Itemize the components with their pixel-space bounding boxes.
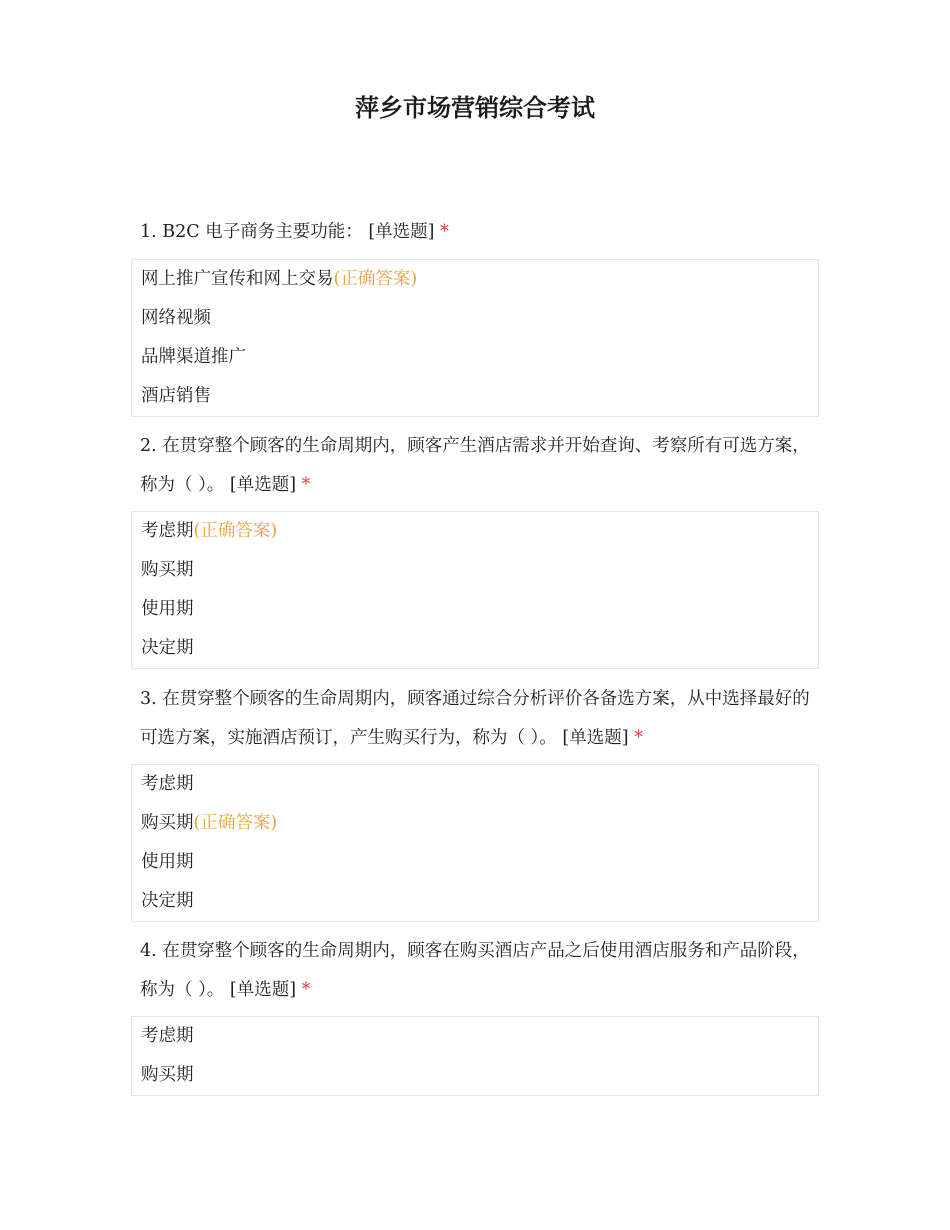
option-label: 决定期 [141,891,194,911]
options-list [131,259,819,417]
option-item [132,590,818,629]
option-label: 品牌渠道推广 [141,346,246,367]
question-1 [131,213,819,417]
question-type: [单选题] [562,727,629,748]
question-number: 1. [140,222,157,242]
question-4 [131,932,819,1096]
option-item [132,629,818,668]
required-star: * [301,979,311,1000]
required-star: * [440,222,449,242]
option-item [132,551,818,590]
option-item [132,512,818,551]
option-item [132,804,818,843]
option-item [132,260,818,299]
option-label: 购买期 [141,813,194,833]
option-item [132,338,818,377]
correct-answer-tag: (正确答案) [193,813,278,833]
option-item [132,765,818,804]
option-item [132,377,818,416]
option-label: 网上推广宣传和网上交易 [141,268,334,289]
question-stem: B2C 电子商务主要功能： [162,222,363,242]
question-text [131,932,819,1009]
question-2 [131,427,819,669]
options-list [131,764,819,922]
question-number: 3. [140,689,157,709]
question-text [131,427,819,504]
option-label: 购买期 [141,1065,194,1085]
option-label: 使用期 [141,852,194,872]
option-item [132,882,818,921]
question-type: [单选题] [229,979,297,1000]
correct-answer-tag: (正确答案) [333,268,418,289]
question-3 [131,680,819,922]
option-item [132,299,818,338]
option-label: 酒店销售 [141,385,211,406]
option-item [132,1017,818,1056]
question-type: [单选题] [368,222,435,242]
required-star: * [634,727,643,748]
question-number: 4. [140,941,157,961]
option-label: 网络视频 [141,307,211,328]
page-title: 萍乡市场营销综合考试 [355,94,595,122]
question-type: [单选题] [229,474,297,495]
required-star: * [301,474,311,495]
options-list [131,1016,819,1096]
question-stem: 在贯穿整个顾客的生命周期内，顾客产生酒店需求并开始查询、考察所有可选方案，称为（ ）。 [140,436,810,495]
option-label: 决定期 [141,638,194,658]
question-stem: 在贯穿整个顾客的生命周期内，顾客通过综合分析评价各备选方案，从中选择最好的可选方案，实施酒店预订，产生购买行为，称为（ ）。 [140,689,810,748]
option-item [132,1056,818,1095]
options-list [131,511,819,669]
question-text [131,213,819,252]
correct-answer-tag: (正确答案) [193,521,278,541]
option-label: 考虑期 [141,521,194,541]
question-number: 2. [140,436,157,456]
option-item [132,843,818,882]
option-label: 考虑期 [141,1026,194,1046]
option-label: 使用期 [141,599,194,619]
option-label: 购买期 [141,560,194,580]
option-label: 考虑期 [141,774,194,794]
question-stem: 在贯穿整个顾客的生命周期内，顾客在购买酒店产品之后使用酒店服务和产品阶段，称为（ ）。 [140,941,810,1000]
question-text [131,680,819,757]
